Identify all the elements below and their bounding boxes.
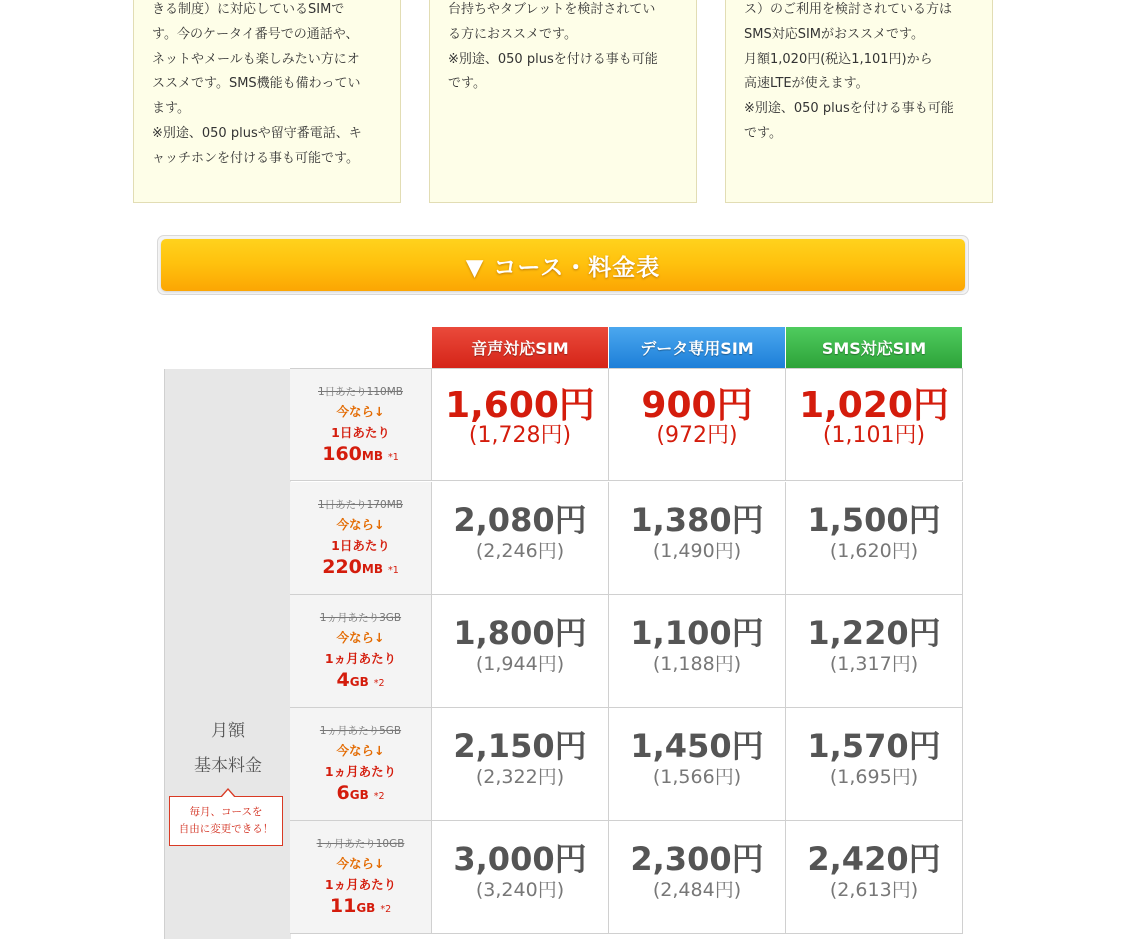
plan-cell (290, 368, 432, 481)
price-tax-included: (2,322円) (475, 766, 565, 788)
price-main: 1,570円 (807, 727, 941, 765)
price-main: 3,000円 (453, 840, 587, 878)
price-main: 1,800円 (453, 614, 587, 652)
plan-cell (290, 482, 432, 595)
price-cell-sms (786, 368, 963, 481)
price-tax-included: (1,566円) (652, 766, 742, 788)
table-row (290, 482, 963, 595)
plan-old-capacity: 1日あたり170MB (318, 499, 403, 511)
course-change-note (169, 796, 283, 846)
plan-unit: GB (349, 788, 369, 802)
plan-unit: MB (361, 449, 383, 463)
price-cell-voice (432, 821, 609, 934)
plan-old-capacity: 1ヵ月あたり10GB (316, 838, 405, 850)
plan-old-capacity: 1日あたり110MB (318, 386, 403, 398)
table-row (290, 368, 963, 481)
price-cell-voice (432, 708, 609, 821)
plan-cell (290, 708, 432, 821)
plan-now-label: 今なら↓ (336, 404, 385, 419)
price-cell-sms (786, 595, 963, 708)
plan-period: 1ヵ月あたり (324, 651, 397, 666)
price-tax-included: (1,944円) (475, 653, 565, 675)
column-header-sms-sim: SMS対応SIM (786, 327, 962, 368)
column-header-voice-sim: 音声対応SIM (432, 327, 608, 368)
course-change-note-line1: 毎月、コースを (189, 806, 263, 818)
price-cell-sms (786, 821, 963, 934)
course-price-table-button[interactable] (157, 235, 969, 295)
plan-amount: 6 (336, 782, 350, 804)
price-tax-included: (3,240円) (475, 879, 565, 901)
plan-unit: GB (349, 675, 369, 689)
plan-footnote-mark: *2 (373, 791, 385, 802)
monthly-fee-label-cell (164, 369, 291, 939)
plan-now-label: 今なら↓ (336, 517, 385, 532)
price-main: 1,500円 (807, 501, 941, 539)
price-main: 2,080円 (453, 501, 587, 539)
sms-sim-description (725, 0, 993, 203)
plan-unit: GB (356, 901, 376, 915)
plan-old-capacity: 1ヵ月あたり3GB (319, 612, 402, 624)
price-tax-included: (1,188円) (652, 653, 742, 675)
price-main: 1,380円 (630, 501, 764, 539)
price-tax-included: (2,613円) (829, 879, 919, 901)
description-text: ス）のご利用を検討されている方は SMS対応SIMがおススメです。 月額1,020円(税込1,101円)から 高速LTEが使えます。 ※別途、050 plusを付ける事も可能 です。 (744, 2, 954, 141)
plan-capacity (290, 895, 431, 921)
plan-unit: MB (361, 562, 383, 576)
plan-footnote-mark: *1 (387, 452, 399, 463)
price-main: 1,220円 (807, 614, 941, 652)
course-change-note-line2: 自由に変更できる！ (178, 823, 274, 835)
plan-amount: 160 (322, 443, 362, 465)
data-sim-description (429, 0, 697, 203)
plan-now-label: 今なら↓ (336, 856, 385, 871)
plan-footnote-mark: *1 (387, 565, 399, 576)
price-cell-sms (786, 708, 963, 821)
plan-amount: 4 (336, 669, 350, 691)
price-cell-voice (432, 482, 609, 595)
price-cell-sms (786, 482, 963, 595)
price-tax-included: (972円) (656, 423, 738, 448)
plan-capacity (290, 669, 431, 695)
price-tax-included: (1,101円) (822, 423, 926, 448)
price-tax-included: (2,246円) (475, 540, 565, 562)
plan-footnote-mark: *2 (373, 678, 385, 689)
table-row (290, 595, 963, 708)
plan-footnote-mark: *2 (380, 904, 392, 915)
price-main: 2,300円 (630, 840, 764, 878)
price-main: 1,600円 (445, 385, 595, 426)
price-cell-data (609, 821, 786, 934)
price-tax-included: (2,484円) (652, 879, 742, 901)
price-tax-included: (1,695円) (829, 766, 919, 788)
voice-sim-description (133, 0, 401, 203)
plan-capacity (290, 443, 431, 469)
price-tax-included: (1,317円) (829, 653, 919, 675)
plan-cell (290, 821, 432, 934)
price-cell-data (609, 708, 786, 821)
plan-old-capacity: 1ヵ月あたり5GB (319, 725, 402, 737)
table-row (290, 708, 963, 821)
plan-amount: 11 (329, 895, 357, 917)
plan-period: 1ヵ月あたり (324, 764, 397, 779)
plan-cell (290, 595, 432, 708)
price-cell-voice (432, 595, 609, 708)
description-text: きる制度）に対応しているSIMで す。今のケータイ番号での通話や、 ネットやメールも楽しみたい方にオ ススメです。SMS機能も備わってい ます。 ※別途、050 plusや留守番電話、キ ャッチホンを付ける事も可能です。 (152, 2, 362, 166)
plan-now-label: 今なら↓ (336, 743, 385, 758)
price-main: 1,020円 (799, 385, 949, 426)
plan-period: 1日あたり (331, 425, 390, 440)
price-main: 900円 (641, 385, 753, 426)
plan-amount: 220 (322, 556, 362, 578)
price-tax-included: (1,490円) (652, 540, 742, 562)
price-main: 2,420円 (807, 840, 941, 878)
price-tax-included: (1,620円) (829, 540, 919, 562)
price-cell-voice (432, 368, 609, 481)
price-tax-included: (1,728円) (468, 423, 572, 448)
price-cell-data (609, 595, 786, 708)
column-header-data-sim: データ専用SIM (609, 327, 785, 368)
price-cell-data (609, 482, 786, 595)
plan-period: 1ヵ月あたり (324, 877, 397, 892)
price-main: 1,450円 (630, 727, 764, 765)
plan-capacity (290, 782, 431, 808)
price-main: 2,150円 (453, 727, 587, 765)
monthly-fee-label (165, 714, 291, 784)
price-main: 1,100円 (630, 614, 764, 652)
table-row (290, 821, 963, 934)
monthly-label-line1: 月額 (211, 721, 245, 741)
plan-now-label: 今なら↓ (336, 630, 385, 645)
monthly-label-line2: 基本料金 (194, 756, 262, 776)
course-price-table-label[interactable]: ▼ コース・料金表 (161, 239, 965, 291)
plan-capacity (290, 556, 431, 582)
price-cell-data (609, 368, 786, 481)
plan-period: 1日あたり (331, 538, 390, 553)
description-text: 台持ちやタブレットを検討されてい る方におススメです。 ※別途、050 plusを付ける事も可能 です。 (448, 2, 658, 92)
